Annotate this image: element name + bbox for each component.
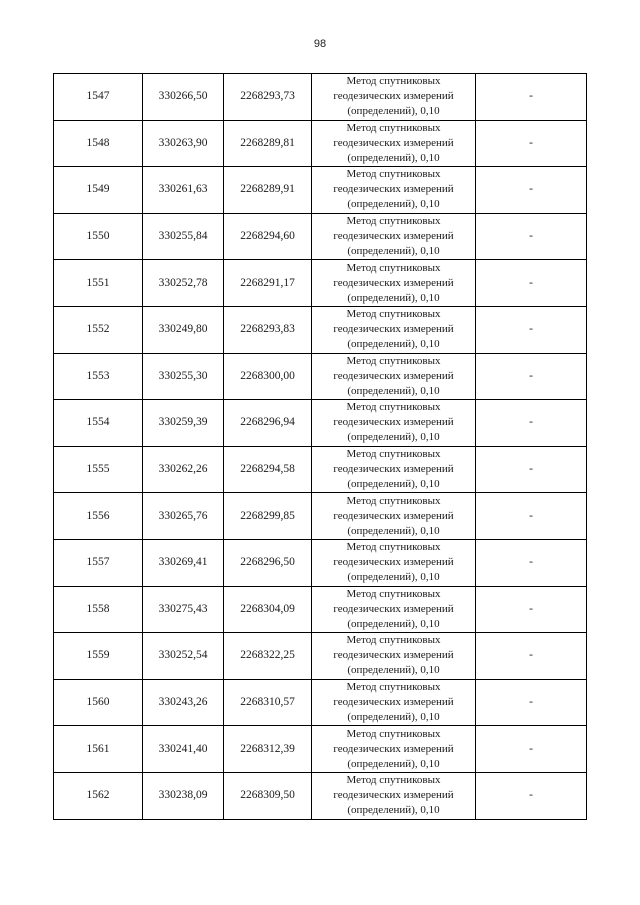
method-line: геодезических измерений bbox=[333, 90, 454, 103]
table-row bbox=[54, 353, 587, 400]
method-line: (определений), 0,10 bbox=[347, 431, 440, 444]
point-number-cell: 1555 bbox=[54, 446, 143, 493]
table-row bbox=[54, 633, 587, 680]
method-line: Метод спутниковых bbox=[346, 587, 441, 600]
method-line: геодезических измерений bbox=[333, 183, 454, 196]
method-line: Метод спутниковых bbox=[346, 215, 441, 228]
coordinate-x-cell: 330265,76 bbox=[143, 493, 224, 540]
note-cell: - bbox=[476, 260, 587, 307]
note-cell: - bbox=[476, 167, 587, 214]
point-number-cell: 1548 bbox=[54, 120, 143, 167]
coordinates-table bbox=[53, 73, 587, 820]
method-line: (определений), 0,10 bbox=[347, 105, 440, 118]
method-line: (определений), 0,10 bbox=[347, 617, 440, 630]
table-row bbox=[54, 586, 587, 633]
method-cell bbox=[312, 353, 476, 400]
method-line: (определений), 0,10 bbox=[347, 478, 440, 491]
table-row bbox=[54, 213, 587, 260]
method-line: (определений), 0,10 bbox=[347, 151, 440, 164]
method-cell bbox=[312, 446, 476, 493]
coordinate-y-cell: 2268296,94 bbox=[224, 400, 312, 447]
coordinate-y-cell: 2268293,83 bbox=[224, 306, 312, 353]
method-line: Метод спутниковых bbox=[346, 448, 441, 461]
note-cell: - bbox=[476, 772, 587, 819]
method-line: Метод спутниковых bbox=[346, 727, 441, 740]
coordinate-y-cell: 2268310,57 bbox=[224, 679, 312, 726]
point-number-cell: 1550 bbox=[54, 213, 143, 260]
point-number-cell: 1553 bbox=[54, 353, 143, 400]
method-line: геодезических измерений bbox=[333, 136, 454, 149]
point-number-cell: 1562 bbox=[54, 772, 143, 819]
method-line: геодезических измерений bbox=[333, 416, 454, 429]
method-line: (определений), 0,10 bbox=[347, 198, 440, 211]
method-line: Метод спутниковых bbox=[346, 681, 441, 694]
coordinate-x-cell: 330262,26 bbox=[143, 446, 224, 493]
coordinate-y-cell: 2268299,85 bbox=[224, 493, 312, 540]
point-number-cell: 1560 bbox=[54, 679, 143, 726]
method-cell bbox=[312, 586, 476, 633]
note-cell: - bbox=[476, 586, 587, 633]
table-row bbox=[54, 679, 587, 726]
method-cell bbox=[312, 74, 476, 121]
note-cell: - bbox=[476, 306, 587, 353]
method-cell bbox=[312, 539, 476, 586]
coordinate-x-cell: 330261,63 bbox=[143, 167, 224, 214]
coordinate-y-cell: 2268294,58 bbox=[224, 446, 312, 493]
coordinate-x-cell: 330243,26 bbox=[143, 679, 224, 726]
point-number-cell: 1557 bbox=[54, 539, 143, 586]
table-row bbox=[54, 260, 587, 307]
method-line: геодезических измерений bbox=[333, 323, 454, 336]
method-line: Метод спутниковых bbox=[346, 168, 441, 181]
method-line: геодезических измерений bbox=[333, 789, 454, 802]
method-line: геодезических измерений bbox=[333, 509, 454, 522]
method-line: геодезических измерений bbox=[333, 742, 454, 755]
table-row bbox=[54, 539, 587, 586]
method-cell bbox=[312, 306, 476, 353]
method-line: (определений), 0,10 bbox=[347, 711, 440, 724]
method-line: Метод спутниковых bbox=[346, 401, 441, 414]
table-body bbox=[54, 74, 587, 820]
note-cell: - bbox=[476, 539, 587, 586]
point-number-cell: 1554 bbox=[54, 400, 143, 447]
method-cell bbox=[312, 726, 476, 773]
method-line: геодезических измерений bbox=[333, 276, 454, 289]
coordinate-x-cell: 330259,39 bbox=[143, 400, 224, 447]
coordinate-y-cell: 2268296,50 bbox=[224, 539, 312, 586]
coordinate-x-cell: 330263,90 bbox=[143, 120, 224, 167]
method-line: геодезических измерений bbox=[333, 649, 454, 662]
method-cell bbox=[312, 400, 476, 447]
method-line: Метод спутниковых bbox=[346, 261, 441, 274]
coordinate-x-cell: 330241,40 bbox=[143, 726, 224, 773]
method-line: Метод спутниковых bbox=[346, 308, 441, 321]
method-cell bbox=[312, 120, 476, 167]
method-line: (определений), 0,10 bbox=[347, 524, 440, 537]
method-line: геодезических измерений bbox=[333, 230, 454, 243]
note-cell: - bbox=[476, 679, 587, 726]
note-cell: - bbox=[476, 353, 587, 400]
table-row bbox=[54, 726, 587, 773]
method-line: (определений), 0,10 bbox=[347, 384, 440, 397]
table-row bbox=[54, 493, 587, 540]
method-line: Метод спутниковых bbox=[346, 634, 441, 647]
method-cell bbox=[312, 772, 476, 819]
coordinate-y-cell: 2268300,00 bbox=[224, 353, 312, 400]
method-line: Метод спутниковых bbox=[346, 774, 441, 787]
coordinate-x-cell: 330249,80 bbox=[143, 306, 224, 353]
method-cell bbox=[312, 633, 476, 680]
coordinate-x-cell: 330255,30 bbox=[143, 353, 224, 400]
note-cell: - bbox=[476, 400, 587, 447]
point-number-cell: 1559 bbox=[54, 633, 143, 680]
note-cell: - bbox=[476, 213, 587, 260]
table-row bbox=[54, 74, 587, 121]
method-line: (определений), 0,10 bbox=[347, 338, 440, 351]
method-cell bbox=[312, 213, 476, 260]
table-row bbox=[54, 400, 587, 447]
coordinate-x-cell: 330269,41 bbox=[143, 539, 224, 586]
coordinate-y-cell: 2268293,73 bbox=[224, 74, 312, 121]
coordinate-x-cell: 330266,50 bbox=[143, 74, 224, 121]
note-cell: - bbox=[476, 74, 587, 121]
method-line: геодезических измерений bbox=[333, 556, 454, 569]
point-number-cell: 1549 bbox=[54, 167, 143, 214]
method-cell bbox=[312, 260, 476, 307]
method-line: (определений), 0,10 bbox=[347, 757, 440, 770]
note-cell: - bbox=[476, 633, 587, 680]
method-line: (определений), 0,10 bbox=[347, 804, 440, 817]
method-line: (определений), 0,10 bbox=[347, 245, 440, 258]
note-cell: - bbox=[476, 493, 587, 540]
method-cell bbox=[312, 493, 476, 540]
point-number-cell: 1558 bbox=[54, 586, 143, 633]
coordinate-x-cell: 330238,09 bbox=[143, 772, 224, 819]
coordinate-y-cell: 2268294,60 bbox=[224, 213, 312, 260]
coordinate-y-cell: 2268289,91 bbox=[224, 167, 312, 214]
method-line: Метод спутниковых bbox=[346, 121, 441, 134]
page-number: 98 bbox=[313, 38, 327, 50]
note-cell: - bbox=[476, 726, 587, 773]
point-number-cell: 1547 bbox=[54, 74, 143, 121]
method-line: Метод спутниковых bbox=[346, 354, 441, 367]
method-line: геодезических измерений bbox=[333, 696, 454, 709]
method-line: геодезических измерений bbox=[333, 369, 454, 382]
method-line: геодезических измерений bbox=[333, 602, 454, 615]
table-row bbox=[54, 772, 587, 819]
coordinate-y-cell: 2268304,09 bbox=[224, 586, 312, 633]
method-line: Метод спутниковых bbox=[346, 75, 441, 88]
method-line: геодезических измерений bbox=[333, 463, 454, 476]
method-line: Метод спутниковых bbox=[346, 541, 441, 554]
method-cell bbox=[312, 167, 476, 214]
table-row bbox=[54, 120, 587, 167]
coordinate-x-cell: 330255,84 bbox=[143, 213, 224, 260]
point-number-cell: 1551 bbox=[54, 260, 143, 307]
method-line: (определений), 0,10 bbox=[347, 291, 440, 304]
method-cell bbox=[312, 679, 476, 726]
table-row bbox=[54, 167, 587, 214]
method-line: (определений), 0,10 bbox=[347, 664, 440, 677]
table-row bbox=[54, 306, 587, 353]
point-number-cell: 1552 bbox=[54, 306, 143, 353]
point-number-cell: 1556 bbox=[54, 493, 143, 540]
note-cell: - bbox=[476, 446, 587, 493]
coordinate-x-cell: 330252,54 bbox=[143, 633, 224, 680]
method-line: Метод спутниковых bbox=[346, 494, 441, 507]
coordinate-x-cell: 330252,78 bbox=[143, 260, 224, 307]
note-cell: - bbox=[476, 120, 587, 167]
coordinate-y-cell: 2268291,17 bbox=[224, 260, 312, 307]
point-number-cell: 1561 bbox=[54, 726, 143, 773]
coordinate-y-cell: 2268309,50 bbox=[224, 772, 312, 819]
coordinate-x-cell: 330275,43 bbox=[143, 586, 224, 633]
coordinate-y-cell: 2268322,25 bbox=[224, 633, 312, 680]
coordinate-y-cell: 2268312,39 bbox=[224, 726, 312, 773]
coordinate-y-cell: 2268289,81 bbox=[224, 120, 312, 167]
table-row bbox=[54, 446, 587, 493]
method-line: (определений), 0,10 bbox=[347, 571, 440, 584]
